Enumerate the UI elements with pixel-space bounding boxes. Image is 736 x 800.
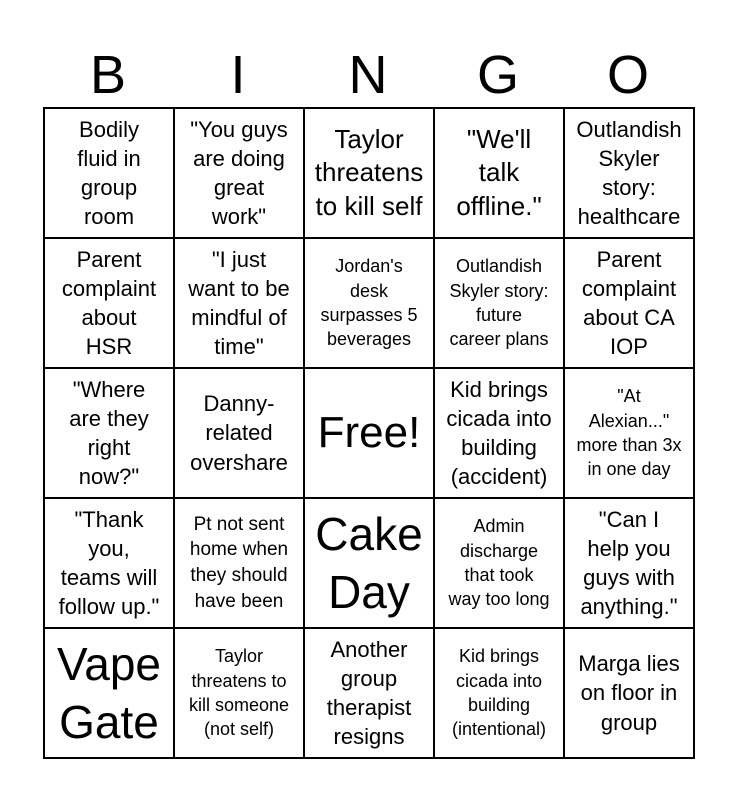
bingo-cell[interactable]: Admin discharge that took way too long	[434, 498, 564, 628]
bingo-cell[interactable]: "You guys are doing great work"	[174, 108, 304, 238]
bingo-cell[interactable]: Kid brings cicada into building (intentional)	[434, 628, 564, 758]
bingo-cell[interactable]: "We'll talk offline."	[434, 108, 564, 238]
bingo-cell[interactable]: Pt not sent home when they should have been	[174, 498, 304, 628]
header-letter-o: O	[606, 45, 649, 105]
bingo-cell[interactable]: Cake Day	[304, 498, 434, 628]
bingo-cell[interactable]: Jordan's desk surpasses 5 beverages	[304, 238, 434, 368]
bingo-cell[interactable]: Taylor threatens to kill self	[304, 108, 434, 238]
bingo-cell[interactable]: "Can I help you guys with anything."	[564, 498, 694, 628]
bingo-header	[43, 44, 693, 106]
bingo-cell[interactable]: "At Alexian..." more than 3x in one day	[564, 368, 694, 498]
bingo-cell[interactable]: Danny- related overshare	[174, 368, 304, 498]
bingo-cell[interactable]: "I just want to be mindful of time"	[174, 238, 304, 368]
bingo-cell[interactable]: Kid brings cicada into building (accident)	[434, 368, 564, 498]
bingo-cell[interactable]: Another group therapist resigns	[304, 628, 434, 758]
bingo-cell[interactable]: Marga lies on floor in group	[564, 628, 694, 758]
bingo-cell[interactable]: "Where are they right now?"	[44, 368, 174, 498]
bingo-cell[interactable]: "Thank you, teams will follow up."	[44, 498, 174, 628]
free-space-cell[interactable]: Free!	[304, 368, 434, 498]
header-letter-i: I	[230, 45, 246, 105]
bingo-cell[interactable]: Outlandish Skyler story: healthcare	[564, 108, 694, 238]
header-letter-b: B	[89, 45, 127, 105]
bingo-cell[interactable]: Parent complaint about HSR	[44, 238, 174, 368]
bingo-cell[interactable]: Vape Gate	[44, 628, 174, 758]
bingo-cell[interactable]: Parent complaint about CA IOP	[564, 238, 694, 368]
header-letter-g: G	[476, 45, 519, 105]
header-letter-n: N	[348, 45, 388, 105]
bingo-cell[interactable]: Taylor threatens to kill someone (not self)	[174, 628, 304, 758]
bingo-cell[interactable]: Outlandish Skyler story: future career plans	[434, 238, 564, 368]
bingo-board	[43, 107, 695, 759]
bingo-cell[interactable]: Bodily fluid in group room	[44, 108, 174, 238]
